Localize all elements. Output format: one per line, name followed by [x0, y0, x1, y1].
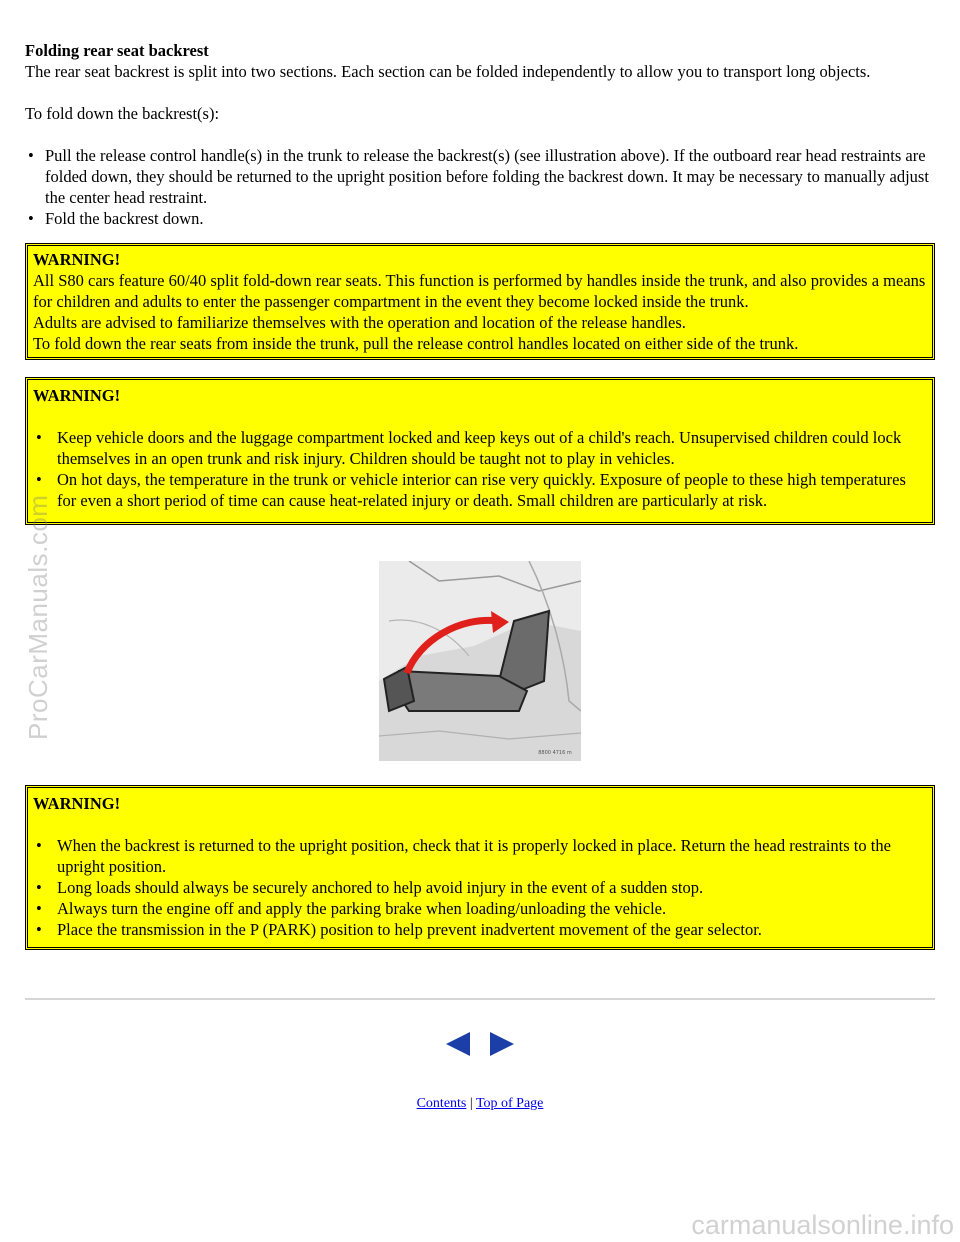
warning-item: • On hot days, the temperature in the trunk or vehicle interior can rise very quickly. Exposure of people to these high temperatures for even a short period of time can cause heat-related injury or death. Small children are particularly at risk.	[33, 469, 928, 511]
link-separator: |	[469, 1096, 473, 1111]
footer-links	[25, 1093, 935, 1114]
steps-heading: To fold down the backrest(s):	[25, 104, 220, 123]
side-watermark: ProCarManuals.com	[23, 494, 53, 740]
warning-item: • When the backrest is returned to the upright position, check that it is properly locked in place. Return the head restraints to the upright position.	[33, 835, 928, 877]
warning-title: WARNING!	[33, 794, 121, 813]
warning-box-loading	[25, 785, 935, 950]
warning-box-trunk-release	[25, 243, 935, 360]
top-of-page-link[interactable]: Top of Page	[475, 1096, 544, 1111]
section-title: Folding rear seat backrest	[25, 41, 209, 60]
bottom-watermark: carmanualsonline.info	[691, 1210, 954, 1240]
warning-line: All S80 cars feature 60/40 split fold-down rear seats. This function is performed by handles inside the trunk, and also provides a means for children and adults to enter the passenger compartment in the event they become locked inside the trunk.	[33, 271, 926, 311]
warning-line: Adults are advised to familiarize themselves with the operation and location of the release handles.	[33, 313, 686, 332]
illustration-code: 8800 4716 m	[538, 750, 572, 756]
previous-page-arrow-icon[interactable]	[444, 1030, 472, 1058]
warning-list	[33, 835, 928, 940]
footer-divider	[25, 998, 935, 1000]
step-item: • Fold the backrest down.	[25, 208, 935, 229]
warning-line: To fold down the rear seats from inside the trunk, pull the release control handles located on either side of the trunk.	[33, 334, 799, 353]
warning-item: • Place the transmission in the P (PARK) position to help prevent inadvertent movement of the gear selector.	[33, 919, 928, 940]
next-page-arrow-icon[interactable]	[488, 1030, 516, 1058]
document-page	[25, 40, 935, 1114]
page-navigation	[25, 1030, 935, 1063]
intro-paragraph: The rear seat backrest is split into two sections. Each section can be folded independently to allow you to transport long objects.	[25, 62, 871, 81]
warning-item: • Always turn the engine off and apply the parking brake when loading/unloading the vehicle.	[33, 898, 928, 919]
contents-link[interactable]: Contents	[416, 1096, 467, 1111]
warning-box-children	[25, 377, 935, 525]
step-item: • Pull the release control handle(s) in the trunk to release the backrest(s) (see illustration above). If the outboard rear head restraints are folded down, they should be returned to the upright position before folding the backrest down. It may be necessary to manually adjust the center head restraint.	[25, 145, 935, 208]
warning-item: • Long loads should always be securely anchored to help avoid injury in the event of a sudden stop.	[33, 877, 928, 898]
warning-list	[33, 427, 928, 511]
steps-list	[25, 145, 935, 229]
backrest-fold-illustration	[379, 561, 581, 761]
warning-title: WARNING!	[33, 250, 121, 269]
warning-title: WARNING!	[33, 386, 121, 405]
warning-item: • Keep vehicle doors and the luggage compartment locked and keep keys out of a child's reach. Unsupervised children could lock themselves in an open trunk and risk injury. Children should be taught not to play in vehicles.	[33, 427, 928, 469]
illustration-container	[25, 561, 935, 761]
